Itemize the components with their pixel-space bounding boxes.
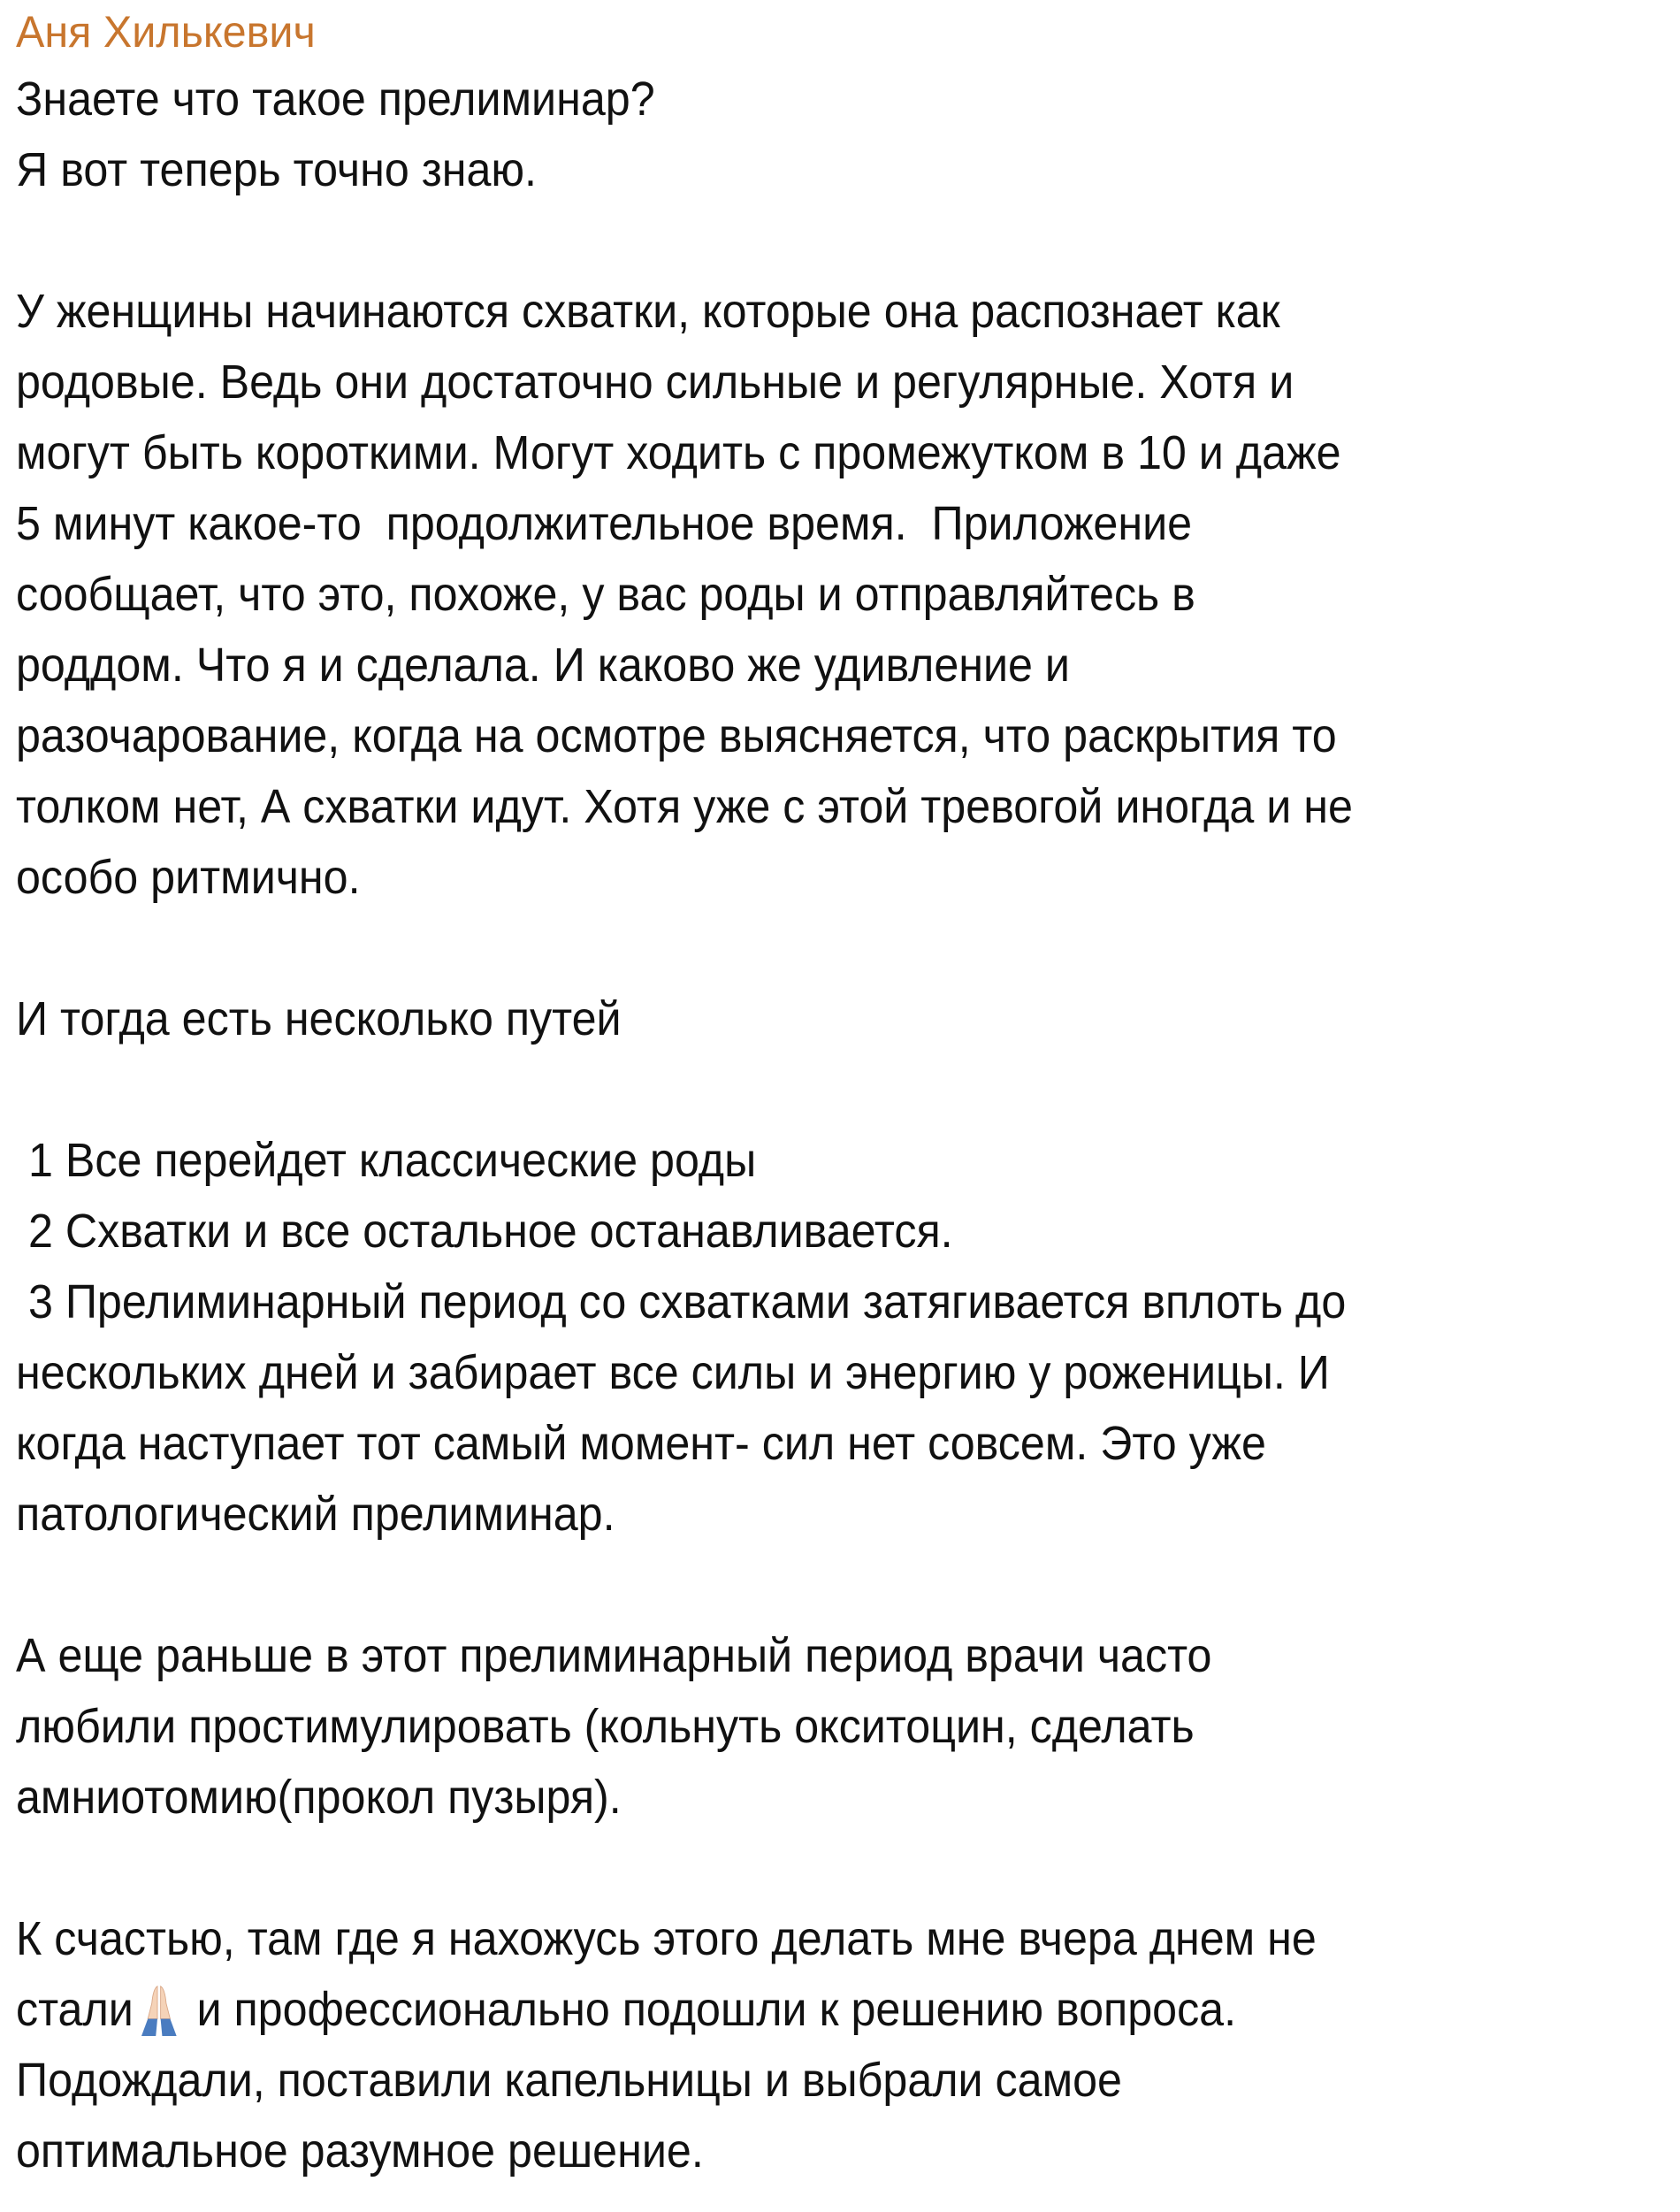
text-line: У женщины начинаются схватки, которые она распознает как [16, 285, 1280, 338]
text-line: А еще раньше в этот прелиминарный период врачи часто [16, 1629, 1212, 1682]
text-line: амниотомию(прокол пузыря). [16, 1771, 622, 1824]
blank-line [16, 1833, 1669, 1903]
list-item: 1 Все перейдет классические роды [16, 1134, 757, 1187]
text-line: сообщает, что это, похоже, у вас роды и отправляйтесь в [16, 568, 1195, 621]
folded-hands-icon [134, 1981, 185, 2036]
text-line: роддом. Что я и сделала. И каково же удивление и [16, 639, 1070, 692]
list-item: 3 Прелиминарный период со схватками затягивается вплоть до [16, 1275, 1347, 1328]
message-author[interactable]: Аня Хилькевич [16, 7, 316, 57]
text-line: патологический прелиминар. [16, 1488, 615, 1541]
text-line: К счастью, там где я нахожусь этого делать мне вчера днем не [16, 1912, 1317, 1965]
text-line: нескольких дней и забирает все силы и энергию у роженицы. И [16, 1346, 1330, 1399]
text-line: любили простимулировать (кольнуть окситоцин, сделать [16, 1700, 1195, 1753]
text-line: толком нет, А схватки идут. Хотя уже с этой тревогой иногда и не [16, 780, 1353, 833]
text-line-with-emoji [16, 1974, 1554, 2045]
text-line: особо ритмично. [16, 851, 361, 904]
text-line: 5 минут какое-то продолжительное время. Приложение [16, 497, 1193, 550]
text-line: Знаете что такое прелиминар? [16, 73, 655, 126]
blank-line [16, 1054, 1669, 1125]
text-line: когда наступает тот самый момент- сил нет совсем. Это уже [16, 1417, 1266, 1470]
text-fragment: стали [16, 1983, 134, 2036]
blank-line [16, 205, 1669, 276]
text-line: разочарование, когда на осмотре выясняется, что раскрытия то [16, 709, 1337, 762]
message-text [16, 64, 1669, 2186]
text-line: Подождали, поставили капельницы и выбрали самое [16, 2054, 1122, 2107]
message-bubble [16, 0, 1669, 2186]
blank-line [16, 1550, 1669, 1620]
text-line: оптимальное разумное решение. [16, 2124, 704, 2178]
text-line: могут быть короткими. Могут ходить с промежутком в 10 и даже [16, 426, 1341, 479]
text-line: Я вот теперь точно знаю. [16, 143, 538, 196]
blank-line [16, 913, 1669, 984]
text-line: родовые. Ведь они достаточно сильные и регулярные. Хотя и [16, 356, 1294, 409]
text-fragment: и профессионально подошли к решению вопроса. [184, 1983, 1237, 2036]
text-line: И тогда есть несколько путей [16, 992, 622, 1045]
list-item: 2 Схватки и все остальное останавливается. [16, 1205, 953, 1258]
